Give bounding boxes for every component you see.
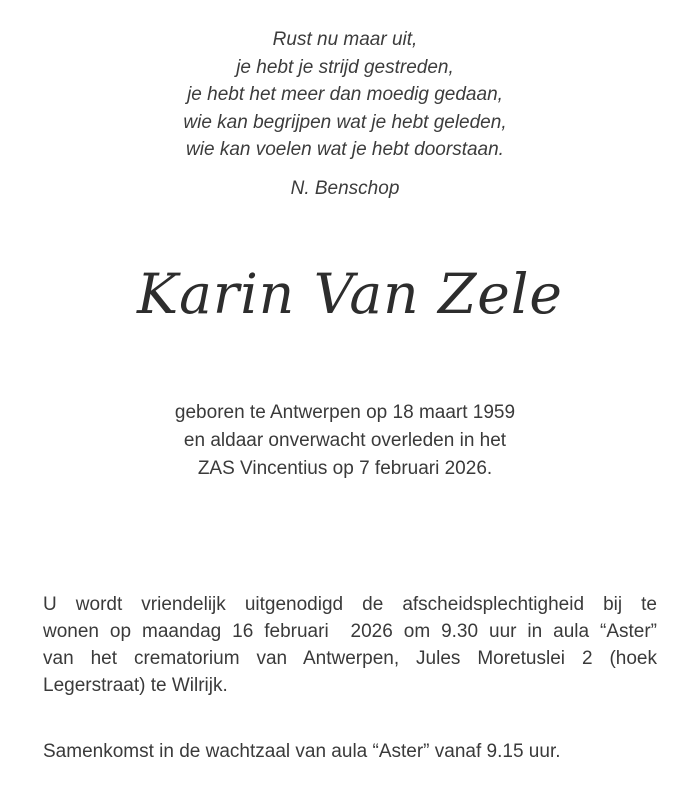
poem-line: je hebt het meer dan moedig gedaan, — [187, 84, 503, 105]
ceremony-line: wonen op maandag 16 februari 2026 om 9.30 uur in aula “Aster” — [43, 621, 657, 642]
poem-line: Rust nu maar uit, — [272, 29, 418, 50]
ceremony-line: van het crematorium van Antwerpen, Jules Moretuslei 2 (hoek — [43, 648, 657, 669]
poem-line: wie kan begrijpen wat je hebt geleden, — [183, 111, 507, 133]
ceremony-line: Legerstraat) te Wilrijk. — [43, 675, 228, 696]
life-details — [0, 399, 690, 483]
death-place-line: ZAS Vincentius op 7 februari 2026. — [197, 458, 493, 479]
ceremony-invitation — [43, 591, 657, 699]
deceased-name: Karin Van Zele — [137, 262, 563, 326]
birth-line: geboren te Antwerpen op 18 maart 1959 — [174, 402, 516, 423]
poem — [0, 26, 690, 164]
poem-author: N. Benschop — [290, 178, 400, 199]
ceremony-line: U wordt vriendelijk uitgenodigd de afscheidsplechtigheid bij te — [43, 594, 657, 615]
death-line: en aldaar onverwacht overleden in het — [183, 430, 507, 451]
poem-line: je hebt je strijd gestreden, — [236, 56, 454, 78]
poem-line: wie kan voelen wat je hebt doorstaan. — [186, 139, 504, 160]
meeting-info: Samenkomst in de wachtzaal van aula “Aster” vanaf 9.15 uur. — [43, 741, 561, 762]
